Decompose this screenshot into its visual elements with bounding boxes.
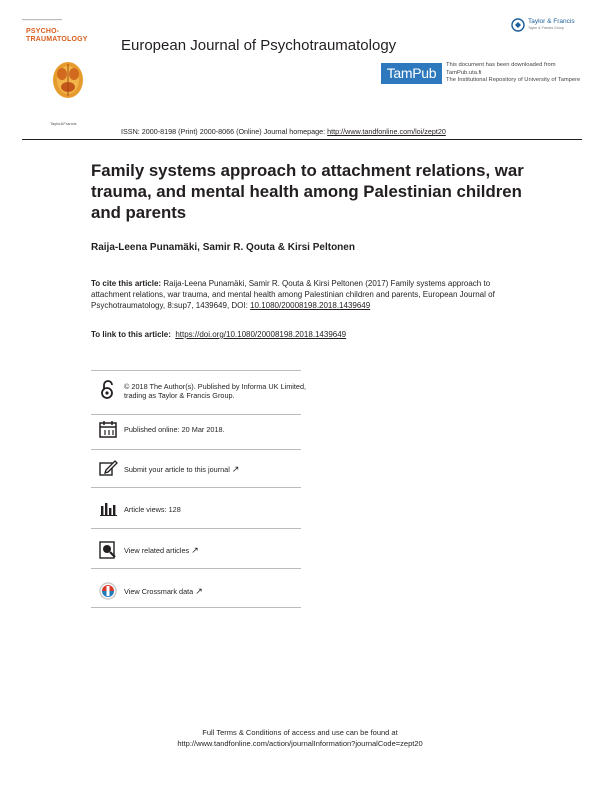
terms-url[interactable]: http://www.tandfonline.com/action/journalInformation?journalCode=zept20 (177, 739, 423, 748)
taylor-francis-icon (511, 18, 525, 32)
views-item (98, 498, 118, 523)
terms-line: Full Terms & Conditions of access and use can be found at (202, 728, 398, 737)
crossmark-link[interactable]: View Crossmark data ↗ (124, 586, 203, 596)
external-link-icon: ↗ (195, 586, 203, 596)
external-link-icon: ↗ (191, 545, 199, 555)
divider (91, 449, 301, 450)
open-access-item (98, 380, 118, 405)
crossmark-icon (98, 581, 118, 601)
cite-doi-link[interactable]: 10.1080/20008198.2018.1439649 (250, 301, 371, 310)
published-item (98, 419, 118, 444)
divider (91, 607, 301, 608)
divider (91, 528, 301, 529)
repository-note: This document has been downloaded from TamPub.uta.fi The Institutional Repository of University of Tampere (446, 62, 581, 83)
taylor-francis-logo[interactable] (511, 17, 583, 37)
cover-brain-illustration (44, 58, 92, 102)
divider (91, 414, 301, 415)
terms-footer (0, 727, 600, 749)
external-link-icon: ↗ (231, 464, 240, 474)
tampub-badge[interactable]: TamPub (381, 63, 442, 84)
crossmark-item[interactable] (98, 581, 118, 606)
article-views: Article views: 128 (124, 505, 181, 514)
journal-cover (22, 18, 100, 132)
journal-homepage-link[interactable]: http://www.tandfonline.com/loi/zept20 (327, 127, 446, 136)
related-articles-link[interactable]: View related articles ↗ (124, 545, 199, 555)
bar-chart-icon (98, 498, 118, 518)
article-authors: Raija-Leena Punamäki, Samir R. Qouta & Kirsi Peltonen (91, 242, 355, 253)
issn-line: ISSN: 2000-8198 (Print) 2000-8066 (Online) Journal homepage: http://www.tandfonline.com/loi/zept20 (121, 127, 446, 136)
taylor-francis-text: Taylor & Francis Taylor & Francis Group (528, 18, 575, 30)
divider (91, 568, 301, 569)
cite-label: To cite this article: (91, 279, 162, 288)
calendar-icon (98, 419, 118, 439)
divider (91, 487, 301, 488)
cite-text: Raija-Leena Punamäki, Samir R. Qouta & Kirsi Peltonen (2017) Family systems approach to attachment relations, war trauma, and mental health among Palestinian children and parents, European Journal of Psychotraumatology, 8:sup7, 1439649, DOI: (91, 279, 495, 310)
open-access-text: © 2018 The Author(s). Published by Informa UK Limited, trading as Taylor & Francis Group. (124, 382, 307, 400)
related-item[interactable] (98, 540, 118, 565)
open-access-lock-icon (98, 380, 118, 400)
cover-publisher-mark: Taylor&Francis (50, 121, 77, 126)
published-date: Published online: 20 Mar 2018. (124, 425, 225, 434)
link-label: To link to this article: (91, 330, 171, 339)
citation-block (91, 278, 511, 311)
header-divider (22, 139, 582, 140)
article-title: Family systems approach to attachment relations, war trauma, and mental health among Palestinian children and parents (91, 161, 524, 222)
divider (91, 370, 301, 371)
cover-top-band (22, 18, 100, 23)
related-articles-search-icon (98, 540, 118, 560)
journal-title: European Journal of Psychotraumatology (121, 37, 397, 54)
article-doi-link[interactable]: https://doi.org/10.1080/20008198.2018.1439649 (175, 330, 347, 339)
submit-article-link[interactable]: Submit your article to this journal ↗ (124, 464, 240, 474)
submit-item[interactable] (98, 458, 118, 483)
edit-pencil-icon (98, 458, 118, 478)
article-link-line (91, 330, 346, 339)
cover-title: PSYCHO- TRAUMATOLOGY (26, 28, 88, 43)
